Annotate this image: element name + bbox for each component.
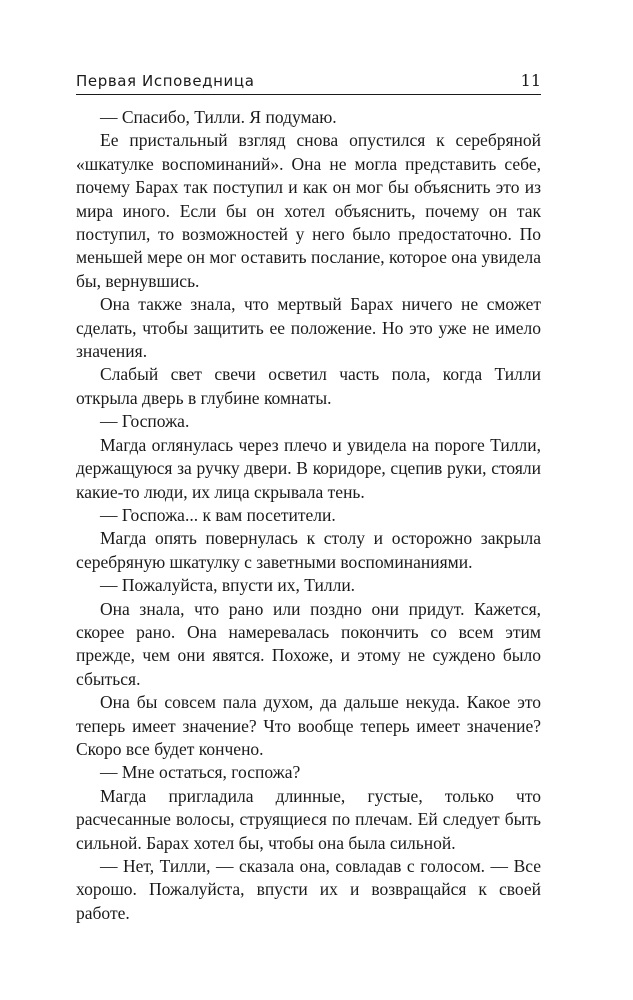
paragraph: Она бы совсем пала духом, да дальше некуда. Какое это теперь имеет значение? Что вообще теперь имеет значение? Скоро все будет кончено. (76, 692, 541, 759)
body-text (76, 106, 541, 925)
paragraph: Она также знала, что мертвый Барах ничего не сможет сделать, чтобы защитить ее положение. Но это уже не имело значения. (76, 294, 541, 362)
running-title: Первая Исповедница (76, 72, 255, 90)
paragraph: Слабый свет свечи осветил часть пола, когда Тилли открыла дверь в глубине комнаты. (76, 364, 541, 408)
running-head (76, 72, 541, 95)
paragraph: Магда оглянулась через плечо и увидела на пороге Тилли, держащуюся за ручку двери. В коридоре, сцепив руки, стояли какие-то люди, их лица скрывала тень. (76, 434, 541, 502)
paragraph: Ее пристальный взгляд снова опустился к серебряной «шкатулке воспоминаний». Она не могла представить себе, почему Барах так поступил и как он мог бы объяснить это из мира иного. Если бы он хотел объяснить, почему он так поступил, то возможностей у него было предостаточно. По меньшей мере он мог оставить послание, которое она увидела бы, вернувшись. (76, 130, 542, 291)
paragraph: Магда пригладила длинные, густые, только что расчесанные волосы, струящиеся по плечам. Ей следует быть сильной. Барах хотел бы, чтобы она была сильной. (76, 785, 541, 853)
page-number: 11 (520, 71, 541, 90)
paragraph: Она знала, что рано или поздно они придут. Кажется, скорее рано. Она намеревалась покончить со всем этим прежде, чем они явятся. Похоже, и этому не суждено было сбыться. (76, 598, 541, 689)
paragraph: — Госпожа... к вам посетители. (100, 504, 336, 525)
paragraph: — Госпожа. (100, 411, 190, 432)
paragraph: — Пожалуйста, впусти их, Тилли. (100, 575, 356, 596)
paragraph: — Спасибо, Тилли. Я подумаю. (100, 107, 337, 127)
paragraph: Магда опять повернулась к столу и осторожно закрыла серебряную шкатулку с заветными воспоминаниями. (76, 528, 541, 572)
paragraph: — Нет, Тилли, — сказала она, совладав с голосом. — Все хорошо. Пожалуйста, впусти их и возвращайся к своей работе. (76, 856, 541, 923)
paragraph: — Мне остаться, госпожа? (100, 762, 301, 783)
